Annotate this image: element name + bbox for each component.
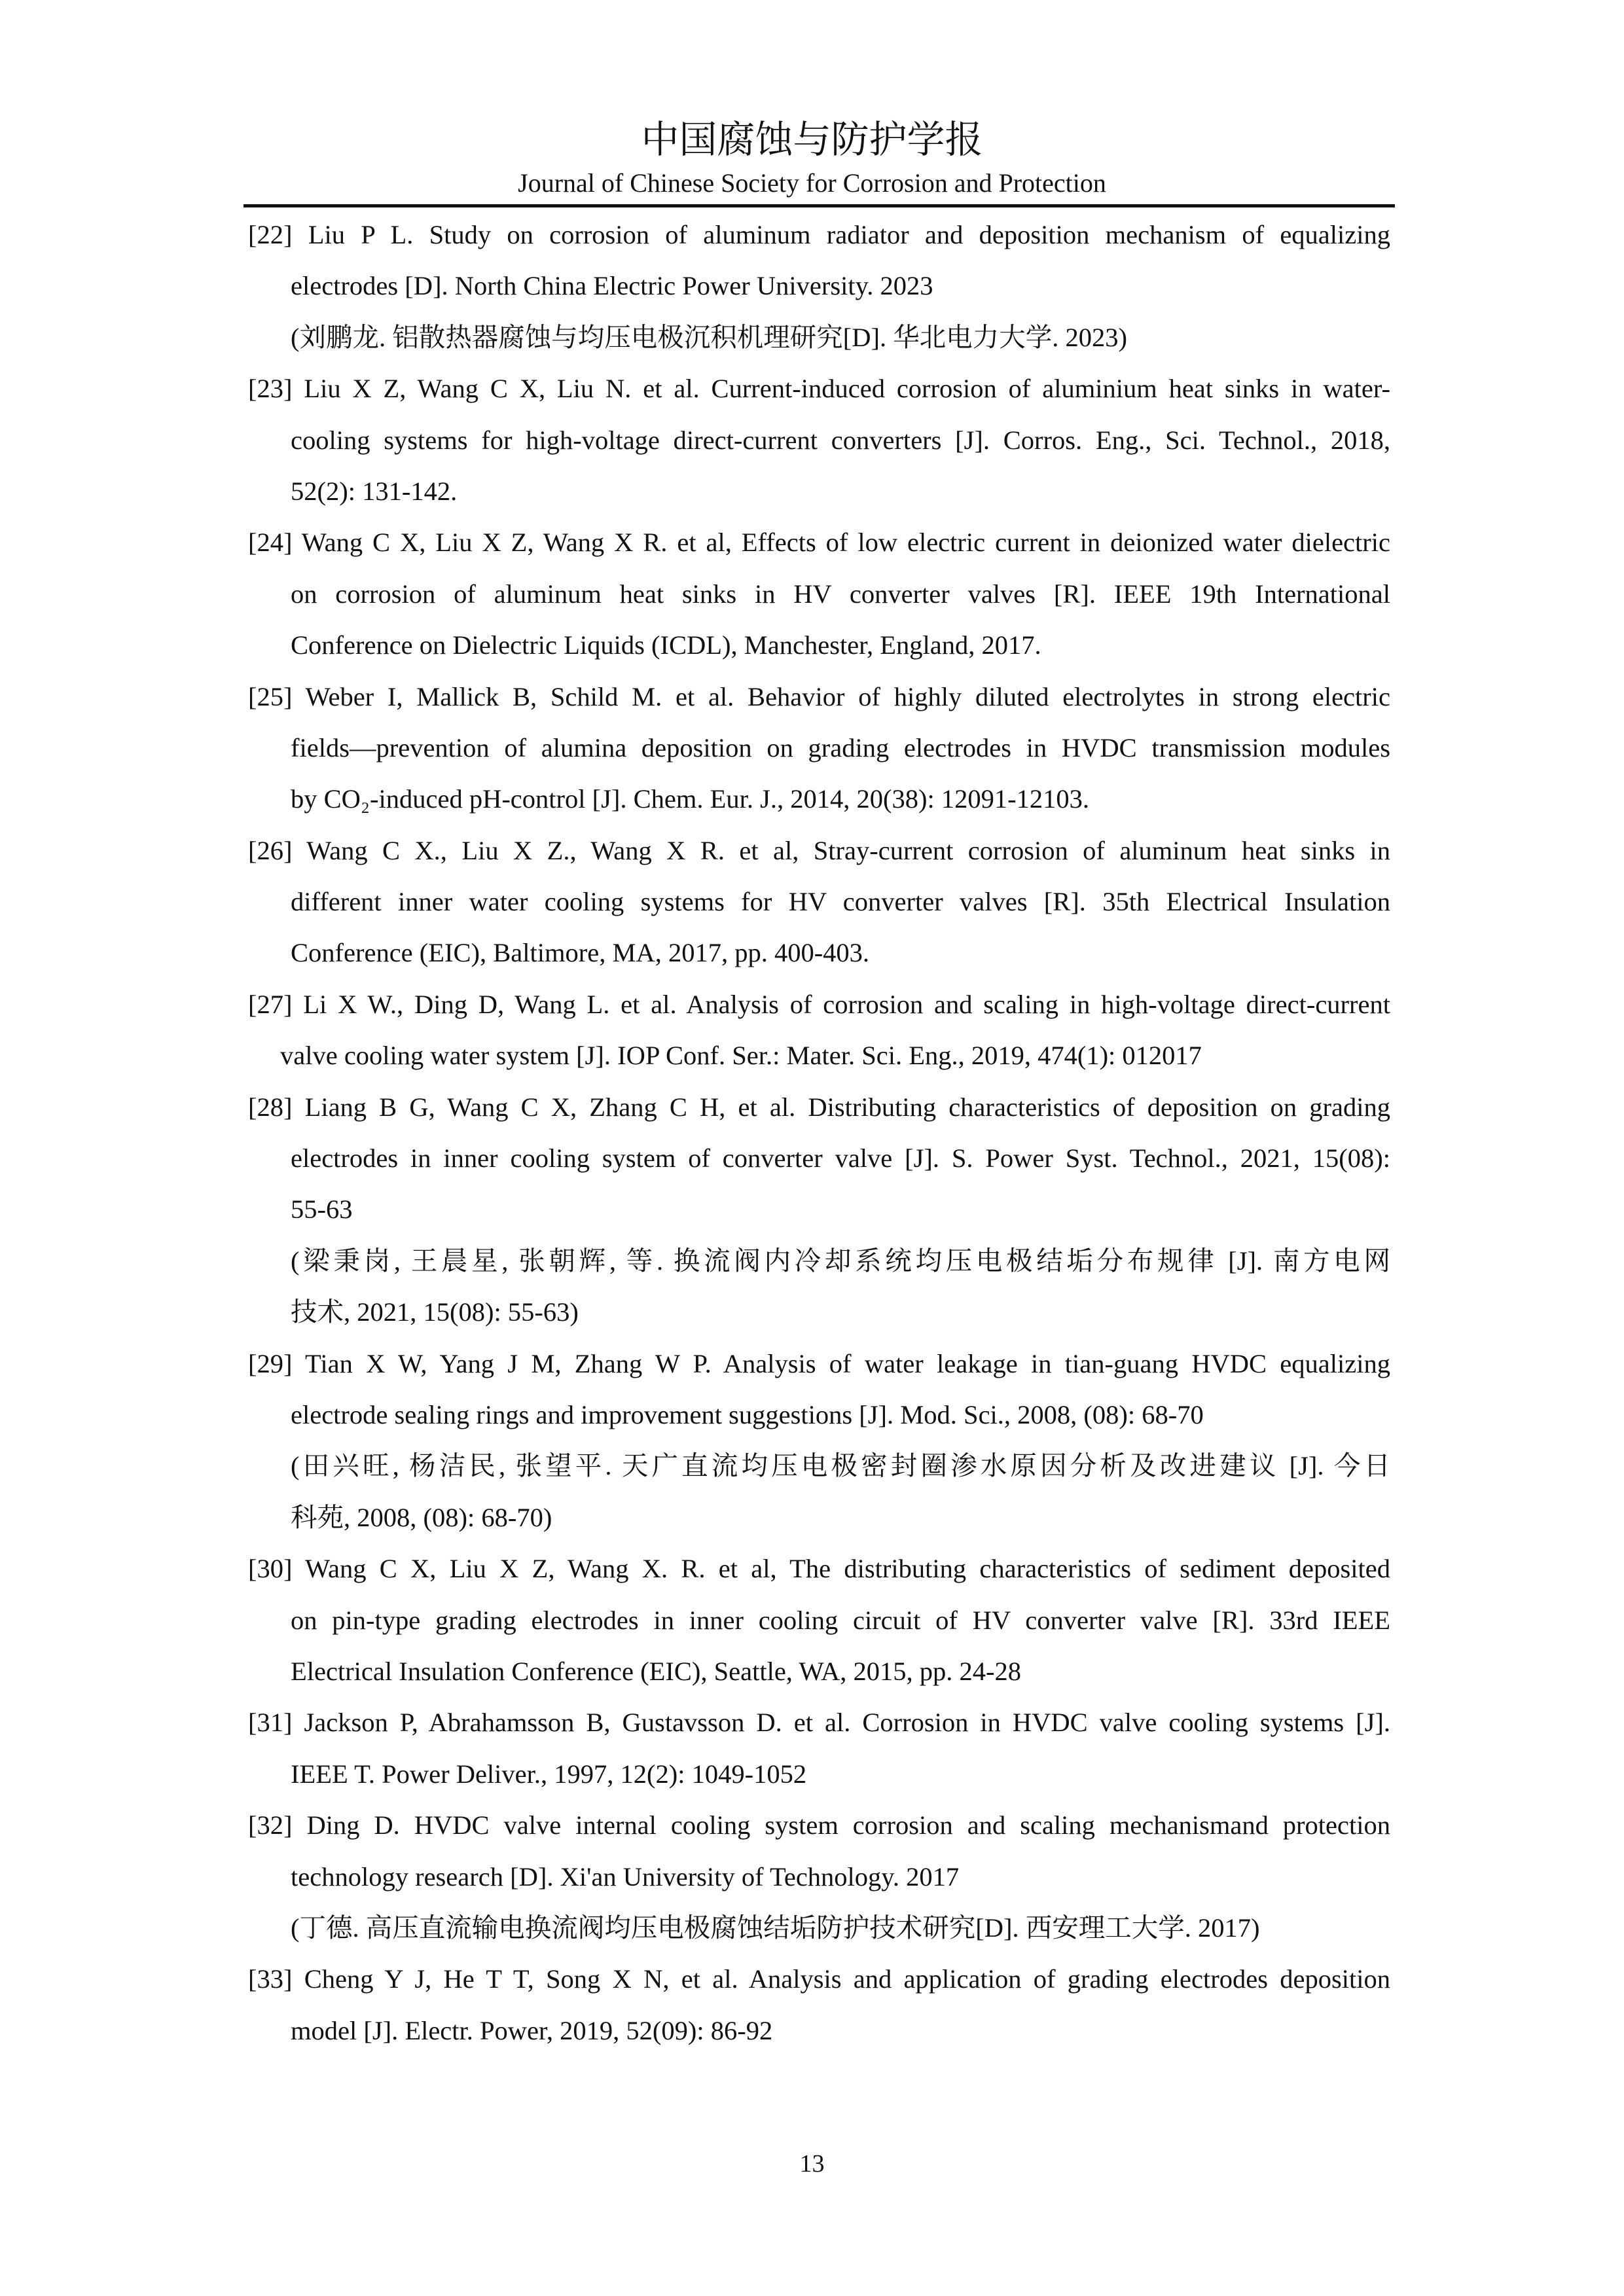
journal-title-chinese: 中国腐蚀与防护学报	[641, 118, 983, 161]
reference-line: [25] Weber I, Mallick B, Schild M. et al. Behavior of highly diluted electrolytes in strong electric	[248, 681, 1390, 711]
reference-line: [30] Wang C X, Liu X Z, Wang X. R. et al, The distributing characteristics of sediment deposited	[248, 1554, 1390, 1584]
reference-entry-29	[248, 1338, 1390, 1544]
reference-line: electrodes in inner cooling system of converter valve [J]. S. Power Syst. Technol., 2021, 15(08):	[291, 1143, 1390, 1174]
reference-entry-32	[248, 1800, 1390, 1954]
journal-title-english: Journal of Chinese Society for Corrosion and Protection	[518, 168, 1106, 198]
reference-line: [29] Tian X W, Yang J M, Zhang W P. Analysis of water leakage in tian-guang HVDC equalizing	[248, 1348, 1390, 1378]
reference-line: valve cooling water system [J]. IOP Conf. Ser.: Mater. Sci. Eng., 2019, 474(1): 012017	[280, 1041, 1202, 1071]
reference-line: electrodes [D]. North China Electric Power University. 2023	[291, 271, 933, 301]
reference-entry-31	[248, 1697, 1390, 1800]
reference-line: (丁德. 高压直流输电换流阀均压电极腐蚀结垢防护技术研究[D]. 西安理工大学. 2017)	[291, 1912, 1260, 1943]
reference-line: on pin-type grading electrodes in inner cooling circuit of HV converter valve [R]. 33rd IEEE	[291, 1605, 1390, 1635]
page-number: 13	[799, 2150, 825, 2178]
reference-line: on corrosion of aluminum heat sinks in HV converter valves [R]. IEEE 19th International	[291, 579, 1390, 609]
reference-line: 55-63	[291, 1194, 353, 1225]
reference-entry-30	[248, 1543, 1390, 1697]
reference-line: [32] Ding D. HVDC valve internal cooling system corrosion and scaling mechanismand protection	[248, 1810, 1390, 1840]
reference-line: [26] Wang C X., Liu X Z., Wang X R. et al, Stray-current corrosion of aluminum heat sinks in	[248, 835, 1390, 865]
reference-line: 技术, 2021, 15(08): 55-63)	[291, 1297, 579, 1327]
reference-line: Conference on Dielectric Liquids (ICDL), Manchester, England, 2017.	[291, 630, 1041, 660]
reference-line: [28] Liang B G, Wang C X, Zhang C H, et al. Distributing characteristics of deposition on grading	[248, 1092, 1390, 1122]
reference-entry-28	[248, 1082, 1390, 1338]
reference-line: (刘鹏龙. 铝散热器腐蚀与均压电极沉积机理研究[D]. 华北电力大学. 2023)	[291, 322, 1127, 352]
reference-line: fields—prevention of alumina deposition on grading electrodes in HVDC transmission modules	[291, 732, 1390, 762]
reference-line: 52(2): 131-142.	[291, 476, 458, 506]
reference-line: (田兴旺, 杨洁民, 张望平. 天广直流均压电极密封圈渗水原因分析及改进建议 [J]. 今日	[291, 1451, 1390, 1481]
reference-line: technology research [D]. Xi'an University of Technology. 2017	[291, 1861, 960, 1892]
reference-line: by CO₂-induced pH-control [J]. Chem. Eur. J., 2014, 20(38): 12091-12103.	[291, 784, 1089, 814]
reference-entry-25	[248, 672, 1390, 825]
reference-line: Electrical Insulation Conference (EIC), Seattle, WA, 2015, pp. 24-28	[291, 1656, 1022, 1686]
reference-entry-27	[248, 979, 1390, 1082]
reference-entry-22	[248, 209, 1390, 363]
reference-line: model [J]. Electr. Power, 2019, 52(09): 86-92	[291, 2015, 773, 2045]
reference-line: Conference (EIC), Baltimore, MA, 2017, pp. 400-403.	[291, 938, 870, 968]
reference-entry-23	[248, 363, 1390, 517]
reference-line: cooling systems for high-voltage direct-current converters [J]. Corros. Eng., Sci. Technol., 2018,	[291, 425, 1390, 455]
reference-line: electrode sealing rings and improvement suggestions [J]. Mod. Sci., 2008, (08): 68-70	[291, 1399, 1204, 1429]
reference-line: [27] Li X W., Ding D, Wang L. et al. Analysis of corrosion and scaling in high-voltage direct-current	[248, 989, 1390, 1019]
reference-line: (梁秉岗, 王晨星, 张朝辉, 等. 换流阀内冷却系统均压电极结垢分布规律 [J]. 南方电网	[291, 1246, 1390, 1276]
reference-line: [31] Jackson P, Abrahamsson B, Gustavsson D. et al. Corrosion in HVDC valve cooling systems [J].	[248, 1708, 1390, 1738]
reference-line: different inner water cooling systems for HV converter valves [R]. 35th Electrical Insulation	[291, 887, 1390, 917]
reference-line: IEEE T. Power Deliver., 1997, 12(2): 1049-1052	[291, 1759, 807, 1789]
reference-line: [22] Liu P L. Study on corrosion of aluminum radiator and deposition mechanism of equalizing	[248, 220, 1390, 249]
reference-entry-26	[248, 825, 1390, 979]
reference-line: [24] Wang C X, Liu X Z, Wang X R. et al, Effects of low electric current in deionized water dielectric	[248, 528, 1390, 558]
header-divider	[244, 204, 1395, 207]
reference-line: [33] Cheng Y J, He T T, Song X N, et al. Analysis and application of grading electrodes deposition	[248, 1964, 1390, 1994]
reference-entry-24	[248, 517, 1390, 671]
reference-list	[248, 209, 1390, 2056]
reference-line: [23] Liu X Z, Wang C X, Liu N. et al. Current-induced corrosion of aluminium heat sinks in water-	[248, 374, 1390, 404]
reference-line: 科苑, 2008, (08): 68-70)	[291, 1502, 552, 1532]
reference-entry-33	[248, 1954, 1390, 2056]
